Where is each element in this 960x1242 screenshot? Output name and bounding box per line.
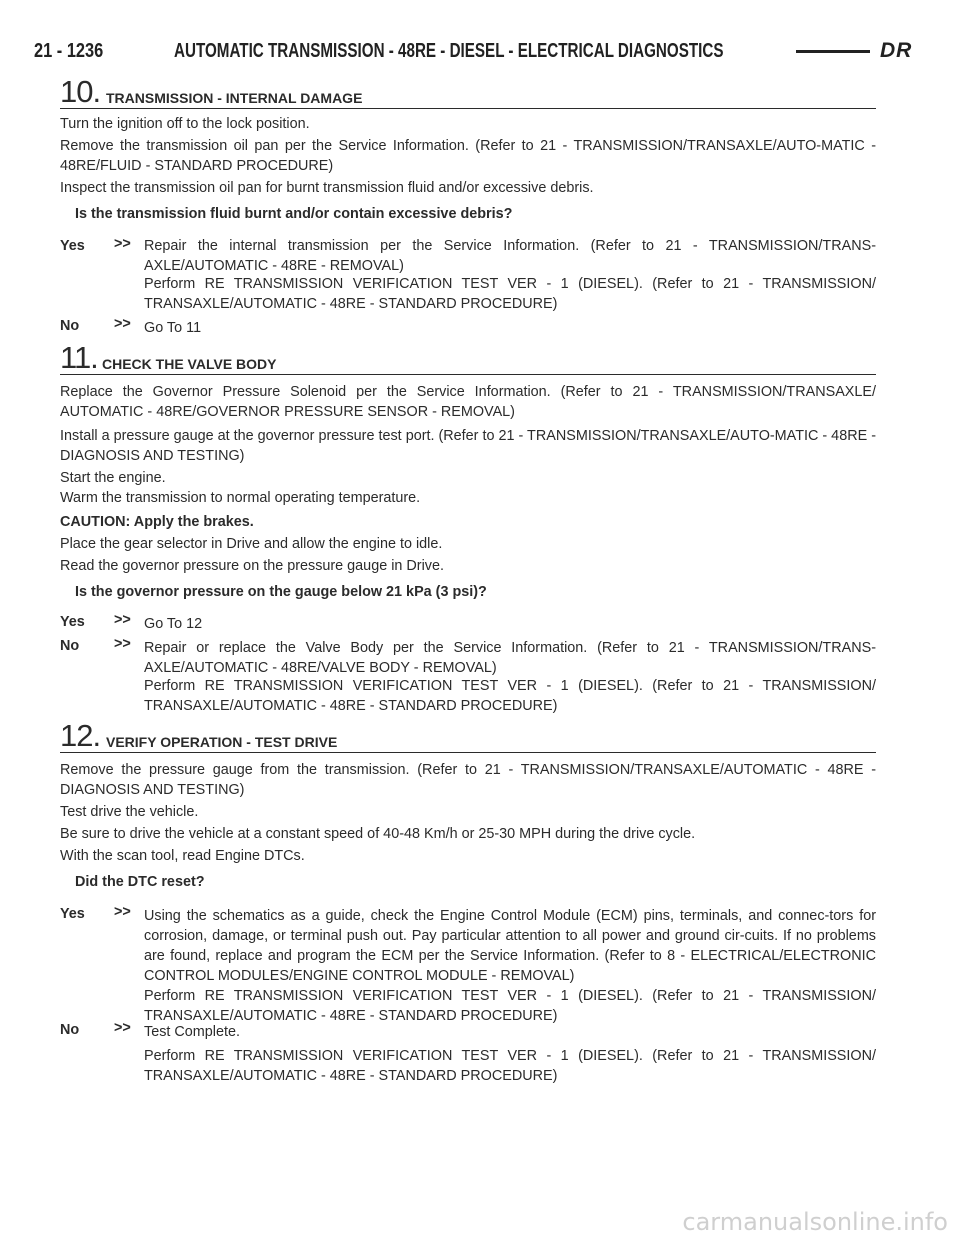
answer-no-label: No [60, 638, 80, 654]
step-10-paragraph-1: Turn the ignition off to the lock position. [60, 116, 310, 132]
step-12-paragraph-4: With the scan tool, read Engine DTCs. [60, 848, 305, 864]
site-watermark: carmanualsonline.info [682, 1208, 948, 1236]
step-number: 11. [60, 340, 98, 375]
step-11-paragraph-1: Replace the Governor Pressure Solenoid per the Service Information. (Refer to 21 - TRANSMISSION/TRANSAXLE/ AUTOMATIC - 48RE/GOVERNOR PRESSURE SENSOR - REMOVAL) [60, 384, 876, 420]
answer-yes-text-2: Perform RE TRANSMISSION VERIFICATION TEST VER - 1 (DIESEL). (Refer to 21 - TRANSMISSION/ TRANSAXLE/AUTOMATIC - 48RE - STANDARD PROCEDURE) [144, 276, 876, 312]
answer-arrow: >> [114, 612, 131, 628]
step-12-paragraph-1: Remove the pressure gauge from the transmission. (Refer to 21 - TRANSMISSION/TRANSAXLE/AUTOMATIC - 48RE - DIAGNOSIS AND TESTING) [60, 762, 876, 798]
step-12-paragraph-2: Test drive the vehicle. [60, 804, 199, 820]
brand-code: DR [880, 39, 913, 62]
answer-no-label: No [60, 318, 80, 334]
header-rule [796, 50, 870, 53]
step-10-paragraph-2: Remove the transmission oil pan per the Service Information. (Refer to 21 - TRANSMISSION/TRANSAXLE/AUTO-MATIC - 48RE/FLUID - STANDARD PROCEDURE) [60, 138, 876, 174]
answer-arrow: >> [114, 1020, 131, 1036]
answer-yes-label: Yes [60, 238, 85, 254]
step-11-heading [60, 340, 876, 375]
answer-no-text-1: Go To 11 [144, 320, 202, 336]
step-12-paragraph-3: Be sure to drive the vehicle at a constant speed of 40-48 Km/h or 25-30 MPH during the drive cycle. [60, 826, 696, 842]
step-12-question: Did the DTC reset? [75, 874, 205, 890]
step-10-paragraph-3: Inspect the transmission oil pan for burnt transmission fluid and/or excessive debris. [60, 180, 594, 196]
answer-yes-text-2: Perform RE TRANSMISSION VERIFICATION TEST VER - 1 (DIESEL). (Refer to 21 - TRANSMISSION/ TRANSAXLE/AUTOMATIC - 48RE - STANDARD PROCEDURE) [144, 988, 876, 1024]
page-reference: 21 - 1236 [34, 39, 104, 62]
step-title: VERIFY OPERATION - TEST DRIVE [106, 734, 338, 750]
answer-yes-label: Yes [60, 614, 85, 630]
answer-arrow: >> [114, 636, 131, 652]
step-12-heading [60, 718, 876, 753]
step-title: TRANSMISSION - INTERNAL DAMAGE [106, 90, 363, 106]
step-11-paragraph-6: Read the governor pressure on the pressure gauge in Drive. [60, 558, 444, 574]
step-number: 12. [60, 718, 101, 753]
answer-yes-text-1: Using the schematics as a guide, check the Engine Control Module (ECM) pins, terminals, and connec-tors for corrosion, damage, or terminal push out. Pay particular attention to all power and ground cir-cuits. If no problems are found, replace and program the ECM per the Service Information. (Refer to 8 - ELECTRICAL/ELECTRONIC CONTROL MODULES/ENGINE CONTROL MODULE - REMOVAL) [144, 908, 876, 984]
answer-yes-label: Yes [60, 906, 85, 922]
answer-arrow: >> [114, 236, 131, 252]
step-title: CHECK THE VALVE BODY [102, 356, 277, 372]
step-10-heading [60, 74, 876, 109]
answer-arrow: >> [114, 316, 131, 332]
step-11-paragraph-2: Install a pressure gauge at the governor pressure test port. (Refer to 21 - TRANSMISSION/TRANSAXLE/AUTO-MATIC - 48RE - DIAGNOSIS AND TESTING) [60, 428, 876, 464]
step-11-paragraph-5: Place the gear selector in Drive and allow the engine to idle. [60, 536, 443, 552]
step-11-paragraph-4: Warm the transmission to normal operating temperature. [60, 490, 421, 506]
page-header [34, 36, 924, 66]
answer-no-text-1: Repair or replace the Valve Body per the Service Information. (Refer to 21 - TRANSMISSION/TRANS-AXLE/AUTOMATIC - 48RE/VALVE BODY - REMOVAL) [144, 640, 876, 676]
answer-arrow: >> [114, 904, 131, 920]
answer-no-text-2: Perform RE TRANSMISSION VERIFICATION TEST VER - 1 (DIESEL). (Refer to 21 - TRANSMISSION/ TRANSAXLE/AUTOMATIC - 48RE - STANDARD PROCEDURE) [144, 678, 876, 714]
caution-note: CAUTION: Apply the brakes. [60, 514, 254, 530]
answer-yes-text-1: Repair the internal transmission per the Service Information. (Refer to 21 - TRANSMISSION/TRANS-AXLE/AUTOMATIC - 48RE - REMOVAL) [144, 238, 876, 274]
answer-no-text-2: Perform RE TRANSMISSION VERIFICATION TEST VER - 1 (DIESEL). (Refer to 21 - TRANSMISSION/ TRANSAXLE/AUTOMATIC - 48RE - STANDARD PROCEDURE) [144, 1048, 876, 1084]
answer-no-label: No [60, 1022, 80, 1038]
answer-no-text-1: Test Complete. [144, 1024, 240, 1040]
step-11-question: Is the governor pressure on the gauge below 21 kPa (3 psi)? [75, 584, 487, 600]
step-11-paragraph-3: Start the engine. [60, 470, 166, 486]
step-number: 10. [60, 74, 101, 109]
step-10-question: Is the transmission fluid burnt and/or contain excessive debris? [75, 206, 513, 222]
header-title: AUTOMATIC TRANSMISSION - 48RE - DIESEL - ELECTRICAL DIAGNOSTICS [174, 39, 724, 62]
answer-yes-text-1: Go To 12 [144, 616, 203, 632]
